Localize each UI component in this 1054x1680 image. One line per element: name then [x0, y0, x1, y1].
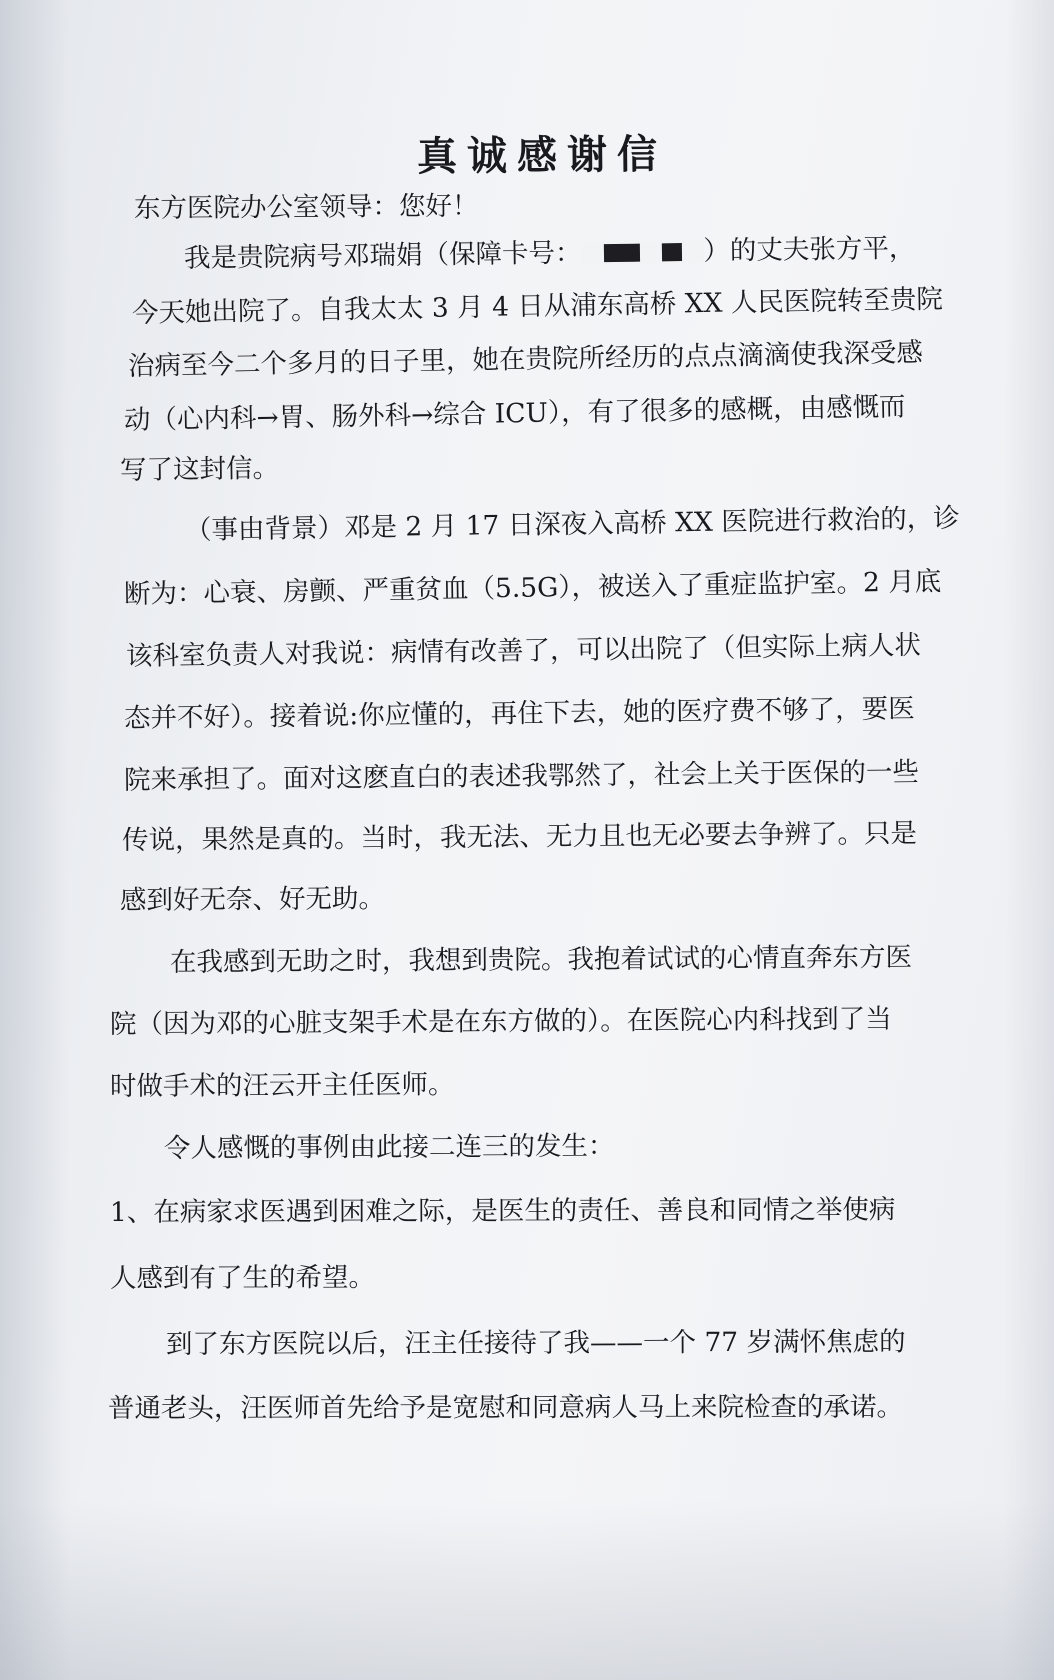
body-line: 态并不好）。接着说:你应懂的，再住下去，她的医疗费不够了，要医: [123, 693, 915, 734]
body-line: 普通老头，汪医师首先给予是宽慰和同意病人马上来院检查的承诺。: [107, 1391, 904, 1424]
body-line: 动（心内科→胃、肠外科→综合 ICU），有了很多的感概，由感慨而: [123, 391, 906, 436]
salutation: 东方医院办公室领导：您好！: [133, 190, 479, 224]
body-line: 时做手术的汪云开主任医师。: [109, 1069, 455, 1102]
body-line: 写了这封信。: [119, 452, 280, 486]
body-line: 治病至今二个多月的日子里，她在贵院所经历的点点滴滴使我深受感: [127, 337, 924, 382]
body-line: 在我感到无助之时，我想到贵院。我抱着试试的心情直奔东方医: [169, 941, 913, 978]
intro-line: [184, 232, 916, 276]
body-line: 感到好无奈、好无助。: [119, 883, 386, 916]
body-line: 今天她出院了。自我太太 3 月 4 日从浦东高桥 XX 人民医院转至贵院: [131, 283, 944, 329]
intro-suffix: ）的丈夫张方平，: [703, 232, 916, 267]
intro-prefix: 我是贵院病号邓瑞娟（保障卡号：: [183, 237, 582, 274]
body-line: 人感到有了生的希望。: [109, 1262, 376, 1294]
body-line: 令人感慨的事例由此接二连三的发生：: [163, 1130, 615, 1164]
body-line: 院来承担了。面对这麽直白的表述我鄂然了，社会上关于医保的一些: [123, 756, 920, 796]
body-line: 到了东方医院以后，汪主任接待了我——一个 77 岁满怀焦虑的: [165, 1326, 906, 1360]
body-line: 1、在病家求医遇到困难之际，是医生的责任、善良和同情之举使病: [109, 1194, 896, 1228]
body-line: 该科室负责人对我说：病情有改善了，可以出院了（但实际上病人状: [125, 629, 922, 672]
body-line: 传说，果然是真的。当时，我无法、无力且也无必要去争辨了。只是: [121, 818, 918, 856]
letter-title: 真诚感谢信: [416, 130, 668, 181]
body-line: 院（因为邓的心脏支架手术是在东方做的）。在医院心内科找到了当: [109, 1003, 892, 1040]
body-line: 断为：心衰、房颤、严重贫血（5.5G），被送入了重症监护室。2 月底: [123, 566, 942, 610]
body-line: （事由背景）邓是 2 月 17 日深夜入高桥 XX 医院进行救治的，诊: [184, 502, 960, 546]
redacted-card-number: [581, 241, 703, 265]
